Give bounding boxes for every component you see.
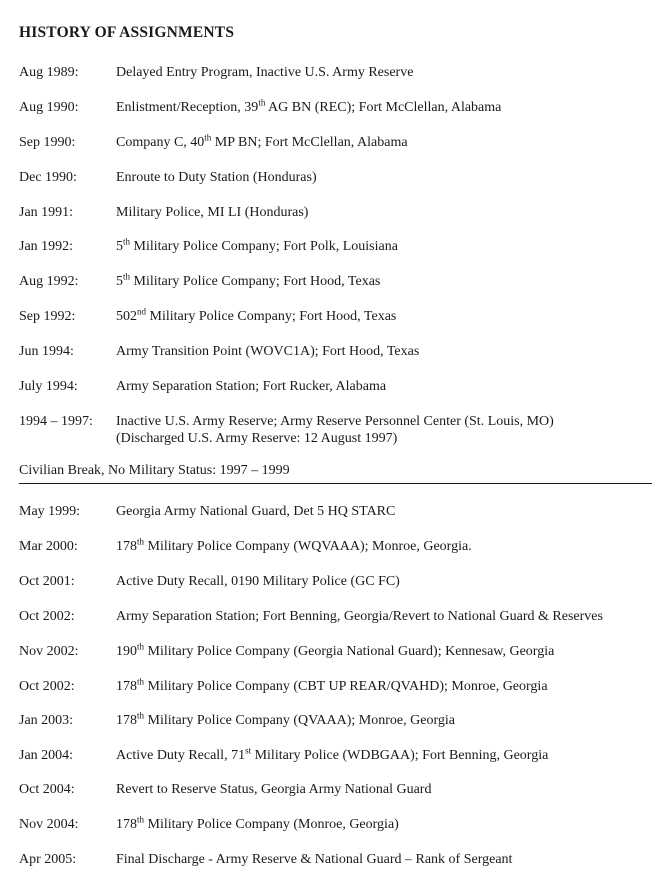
assignment-text: Inactive U.S. Army Reserve; Army Reserve Personnel Center (St. Louis, MO): [116, 414, 554, 429]
assignment-description: [116, 573, 400, 590]
ordinal-suffix: th: [123, 236, 131, 247]
assignment-text-start: 178: [116, 713, 137, 728]
assignment-text-start: Company C, 40: [116, 135, 205, 150]
assignment-date: Apr 2005:: [19, 852, 77, 867]
assignment-date: 1994 – 1997:: [19, 414, 93, 429]
assignment-date: Sep 1992:: [19, 309, 76, 324]
assignment-description: [116, 538, 472, 555]
assignment-text: Army Transition Point (WOVC1A); Fort Hood, Texas: [116, 344, 420, 359]
ordinal-suffix: th: [258, 97, 266, 108]
assignment-date: Oct 2004:: [19, 782, 75, 797]
assignment-description: [116, 503, 395, 520]
assignment-date: Aug 1990:: [19, 100, 79, 115]
assignment-description: [116, 781, 431, 798]
assignment-date: Jan 1991:: [19, 205, 74, 220]
assignment-description: [116, 712, 455, 729]
assignment-description: [116, 816, 399, 833]
assignment-date: Nov 2002:: [19, 644, 79, 659]
assignment-date: July 1994:: [19, 379, 78, 394]
assignment-text: Active Duty Recall, 0190 Military Police (GC FC): [116, 574, 400, 589]
assignment-description: [116, 99, 501, 116]
assignment-date: Aug 1989:: [19, 65, 79, 80]
ordinal-suffix: th: [137, 641, 145, 652]
assignment-text-end: Military Police Company (Monroe, Georgia): [144, 817, 399, 832]
assignment-date: May 1999:: [19, 504, 81, 519]
assignment-text-end: MP BN; Fort McClellan, Alabama: [211, 135, 408, 150]
section-divider: [19, 483, 652, 484]
assignment-date: Mar 2000:: [19, 539, 78, 554]
assignment-description: [116, 378, 386, 395]
assignment-date: Oct 2002:: [19, 609, 75, 624]
assignment-date: Jan 2004:: [19, 748, 74, 763]
assignment-text-start: 5: [116, 274, 123, 289]
assignment-description: [116, 134, 408, 151]
assignment-text-line2: (Discharged U.S. Army Reserve: 12 August 1997): [116, 431, 398, 446]
ordinal-suffix: th: [137, 676, 145, 687]
assignment-description: [116, 169, 317, 186]
assignment-description: [116, 64, 413, 81]
assignment-date: Nov 2004:: [19, 817, 79, 832]
assignment-description: [116, 343, 419, 360]
assignment-date: Aug 1992:: [19, 274, 79, 289]
assignment-text-start: 178: [116, 539, 137, 554]
ordinal-suffix: th: [137, 710, 145, 721]
page-title: HISTORY OF ASSIGNMENTS: [19, 24, 235, 41]
assignment-text: Army Separation Station; Fort Rucker, Alabama: [116, 379, 387, 394]
ordinal-suffix: nd: [137, 306, 146, 317]
assignment-text: Army Separation Station; Fort Benning, Georgia/Revert to National Guard & Reserves: [116, 609, 603, 624]
assignment-description: [116, 238, 398, 255]
assignment-text-start: 178: [116, 817, 137, 832]
assignment-date: Oct 2002:: [19, 679, 75, 694]
assignment-text-end: Military Police Company (QVAAA); Monroe, Georgia: [144, 713, 455, 728]
assignment-text: Military Police, MI LI (Honduras): [116, 205, 309, 220]
assignment-text-start: 502: [116, 309, 137, 324]
assignment-description: [116, 608, 603, 625]
assignment-description: [116, 851, 512, 868]
ordinal-suffix: th: [137, 814, 145, 825]
assignment-text-end: Military Police Company (CBT UP REAR/QVAHD); Monroe, Georgia: [144, 679, 548, 694]
assignment-text-end: Military Police Company; Fort Hood, Texas: [146, 309, 397, 324]
ordinal-suffix: st: [245, 745, 252, 756]
assignment-description: [116, 413, 554, 447]
assignment-text: Georgia Army National Guard, Det 5 HQ STARC: [116, 504, 396, 519]
ordinal-suffix: th: [204, 132, 212, 143]
assignment-text-end: Military Police Company; Fort Hood, Texas: [130, 274, 381, 289]
assignment-text-start: 190: [116, 644, 137, 659]
assignment-description: [116, 747, 548, 764]
assignment-date: Jan 2003:: [19, 713, 74, 728]
assignment-text-end: AG BN (REC); Fort McClellan, Alabama: [265, 100, 502, 115]
assignment-description: [116, 308, 396, 325]
assignment-date: Jan 1992:: [19, 239, 74, 254]
assignment-text-end: Military Police Company (Georgia National Guard); Kennesaw, Georgia: [144, 644, 555, 659]
assignment-description: [116, 204, 308, 221]
assignment-text: Final Discharge - Army Reserve & National Guard – Rank of Sergeant: [116, 852, 513, 867]
assignment-text-end: Military Police (WDBGAA); Fort Benning, Georgia: [251, 748, 549, 763]
ordinal-suffix: th: [137, 536, 145, 547]
assignment-text-end: Military Police Company; Fort Polk, Louisiana: [130, 239, 398, 254]
assignment-text-start: 5: [116, 239, 123, 254]
civilian-break-note: Civilian Break, No Military Status: 1997 – 1999: [19, 463, 290, 478]
assignment-date: Oct 2001:: [19, 574, 75, 589]
assignment-date: Dec 1990:: [19, 170, 77, 185]
assignment-description: [116, 643, 554, 660]
assignment-text-start: Active Duty Recall, 71: [116, 748, 246, 763]
assignment-text-start: Enlistment/Reception, 39: [116, 100, 259, 115]
ordinal-suffix: th: [123, 271, 131, 282]
assignment-text-start: 178: [116, 679, 137, 694]
assignment-description: [116, 273, 380, 290]
assignment-text: Delayed Entry Program, Inactive U.S. Army Reserve: [116, 65, 414, 80]
assignment-text: Enroute to Duty Station (Honduras): [116, 170, 317, 185]
assignment-text: Revert to Reserve Status, Georgia Army National Guard: [116, 782, 432, 797]
assignment-description: [116, 678, 548, 695]
assignment-date: Jun 1994:: [19, 344, 74, 359]
assignment-date: Sep 1990:: [19, 135, 76, 150]
assignment-text-end: Military Police Company (WQVAAA); Monroe, Georgia.: [144, 539, 472, 554]
